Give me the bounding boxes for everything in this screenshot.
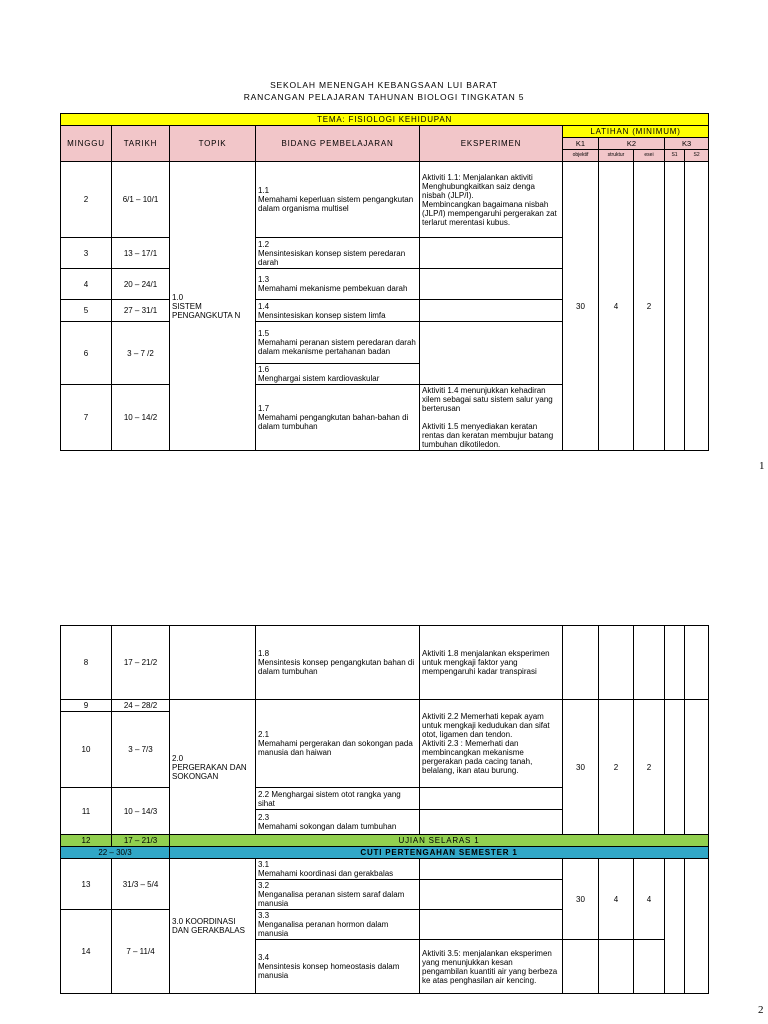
latihan-s2: [685, 162, 709, 451]
table-row: [61, 835, 709, 847]
col-tarikh: TARIKH: [112, 126, 170, 162]
topik-cell: 3.0 KOORDINASI DAN GERAKBALAS: [170, 859, 256, 994]
table-row: [61, 847, 709, 859]
tarikh-cell: 24 – 28/2: [112, 700, 170, 712]
eksperimen-cell: [420, 322, 563, 385]
tarikh-cell: 7 – 11/4: [112, 910, 170, 994]
eksperimen-cell: [420, 300, 563, 322]
minggu-cell: 14: [61, 910, 112, 994]
bidang-cell: 3.2 Menganalisa peranan sistem saraf dalam manusia: [256, 880, 420, 910]
tarikh-cell: 13 – 17/1: [112, 238, 170, 269]
page-number-2: 2: [758, 1004, 764, 1016]
bidang-cell: 2.3 Memahami sokongan dalam tumbuhan: [256, 810, 420, 835]
minggu-cell: 10: [61, 712, 112, 788]
topik-cell: [170, 626, 256, 700]
latihan-objektif: 30: [563, 859, 599, 940]
bidang-cell: 1.5 Memahami peranan sistem peredaran darah dalam mekanisme pertahanan badan: [256, 322, 420, 364]
latihan-s1: [665, 700, 685, 835]
col-k1: K1: [563, 138, 599, 150]
latihan-cell: [634, 626, 665, 700]
minggu-cell: 8: [61, 626, 112, 700]
table-row: [61, 700, 709, 712]
col-s1: S1: [665, 150, 685, 162]
eksperimen-cell: Aktiviti 3.5: menjalankan eksperimen yang menunjukkan kesan pengambilan kuantiti air yang berbeza ke atas penghasilan air kencing.: [420, 940, 563, 994]
plan-table-page-1: [60, 113, 709, 451]
latihan-objektif: 30: [563, 700, 599, 835]
col-eksperimen: EKSPERIMEN: [420, 126, 563, 162]
minggu-cell: 11: [61, 788, 112, 835]
latihan-s2: [685, 859, 709, 994]
minggu-cell: 4: [61, 269, 112, 300]
latihan-s1: [665, 162, 685, 451]
tarikh-cell: 27 – 31/1: [112, 300, 170, 322]
eksperimen-cell: [420, 788, 563, 810]
col-struktur: struktur: [599, 150, 634, 162]
col-k2: K2: [599, 138, 665, 150]
ujian-selaras-banner: UJIAN SELARAS 1: [170, 835, 709, 847]
eksperimen-cell: [420, 859, 563, 880]
tarikh-cell: 3 – 7 /2: [112, 322, 170, 385]
latihan-esei: 2: [634, 700, 665, 835]
table-row: [61, 626, 709, 700]
eksperimen-cell: Aktiviti 1.8 menjalankan eksperimen untuk mengkaji faktor yang mempengaruhi kadar transpirasi: [420, 626, 563, 700]
bidang-cell: 1.7 Memahami pengangkutan bahan-bahan di dalam tumbuhan: [256, 385, 420, 451]
eksperimen-cell: [420, 910, 563, 940]
col-objektif: objektif: [563, 150, 599, 162]
tarikh-cell: 10 – 14/3: [112, 788, 170, 835]
bidang-cell: 2.2 Menghargai sistem otot rangka yang sihat: [256, 788, 420, 810]
eksperimen-cell: [420, 238, 563, 269]
latihan-cell: [665, 626, 685, 700]
latihan-cell: [634, 940, 665, 994]
minggu-cell: 6: [61, 322, 112, 385]
bidang-cell: 1.3 Memahami mekanisme pembekuan darah: [256, 269, 420, 300]
bidang-cell: 3.1 Memahami koordinasi dan gerakbalas: [256, 859, 420, 880]
latihan-struktur: 2: [599, 700, 634, 835]
latihan-s2: [685, 700, 709, 835]
minggu-cell: 7: [61, 385, 112, 451]
bidang-cell: 3.4 Mensintesis konsep homeostasis dalam manusia: [256, 940, 420, 994]
topik-cell: 1.0 SISTEM PENGANGKUTA N: [170, 162, 256, 451]
latihan-cell: [563, 626, 599, 700]
plan-title: RANCANGAN PELAJARAN TAHUNAN BIOLOGI TINGKATAN 5: [243, 92, 525, 102]
bidang-cell: 1.2 Mensintesiskan konsep sistem peredaran darah: [256, 238, 420, 269]
tarikh-cell: 10 – 14/2: [112, 385, 170, 451]
latihan-cell: [599, 626, 634, 700]
eksperimen-cell: Aktiviti 1.1: Menjalankan aktiviti Menghubungkaitkan saiz denga nisbah (JLP/I). Membincangkan bagaimana nisbah (JLP/I) mempengaruhi pergerakan zat terlarut merentasi kubus.: [420, 162, 563, 238]
col-minggu: MINGGU: [61, 126, 112, 162]
table-row: [61, 859, 709, 880]
bidang-cell: 2.1 Memahami pergerakan dan sokongan pada manusia dan haiwan: [256, 700, 420, 788]
latihan-cell: [563, 940, 599, 994]
col-latihan: LATIHAN (MINIMUM): [563, 126, 709, 138]
bidang-cell: 1.1 Memahami keperluan sistem pengangkutan dalam organisma multisel: [256, 162, 420, 238]
tarikh-cell: 31/3 – 5/4: [112, 859, 170, 910]
latihan-esei: 2: [634, 162, 665, 451]
col-k3: K3: [665, 138, 709, 150]
page-number-1: 1: [759, 460, 765, 472]
eksperimen-cell: [420, 810, 563, 835]
theme-banner: TEMA: FISIOLOGI KEHIDUPAN: [61, 114, 709, 126]
col-bidang: BIDANG PEMBELAJARAN: [256, 126, 420, 162]
bidang-cell: 3.3 Menganalisa peranan hormon dalam manusia: [256, 910, 420, 940]
latihan-cell: [599, 940, 634, 994]
cuti-tarikh: 22 – 30/3: [61, 847, 170, 859]
minggu-cell: 12: [61, 835, 112, 847]
tarikh-cell: 3 – 7/3: [112, 712, 170, 788]
minggu-cell: 2: [61, 162, 112, 238]
bidang-cell: 1.8 Mensintesis konsep pengangkutan bahan di dalam tumbuhan: [256, 626, 420, 700]
latihan-struktur: 4: [599, 859, 634, 940]
minggu-cell: 13: [61, 859, 112, 910]
minggu-cell: 3: [61, 238, 112, 269]
eksperimen-cell: [420, 269, 563, 300]
latihan-esei: 4: [634, 859, 665, 940]
eksperimen-cell: Aktiviti 2.2 Memerhati kepak ayam untuk mengkaji kedudukan dan sifat otot, ligamen dan tendon. Aktiviti 2.3 : Memerhati dan membincangkan mekanisme pergerakan pada cacing tanah, belalang, ikan atau burung.: [420, 700, 563, 788]
tarikh-cell: 17 – 21/2: [112, 626, 170, 700]
bidang-cell: 1.4 Mensintesiskan konsep sistem limfa: [256, 300, 420, 322]
tarikh-cell: 6/1 – 10/1: [112, 162, 170, 238]
tarikh-cell: 17 – 21/3: [112, 835, 170, 847]
tarikh-cell: 20 – 24/1: [112, 269, 170, 300]
minggu-cell: 9: [61, 700, 112, 712]
table-row: [61, 162, 709, 238]
school-name: SEKOLAH MENENGAH KEBANGSAAN LUI BARAT: [270, 80, 498, 90]
topik-cell: 2.0 PERGERAKAN DAN SOKONGAN: [170, 700, 256, 835]
bidang-cell: 1.6 Menghargai sistem kardiovaskular: [256, 364, 420, 385]
eksperimen-cell: Aktiviti 1.4 menunjukkan kehadiran xilem sebagai satu sistem salur yang berterusan Aktiviti 1.5 menyediakan keratan rentas dan keratan membujur batang tumbuhan dikotiledon.: [420, 385, 563, 451]
col-s2: S2: [685, 150, 709, 162]
latihan-objektif: 30: [563, 162, 599, 451]
latihan-cell: [685, 626, 709, 700]
cuti-banner: CUTI PERTENGAHAN SEMESTER 1: [170, 847, 709, 859]
latihan-struktur: 4: [599, 162, 634, 451]
col-topik: TOPIK: [170, 126, 256, 162]
col-esei: esei: [634, 150, 665, 162]
eksperimen-cell: [420, 880, 563, 910]
latihan-s1: [665, 859, 685, 994]
minggu-cell: 5: [61, 300, 112, 322]
plan-table-page-2: [60, 625, 709, 994]
